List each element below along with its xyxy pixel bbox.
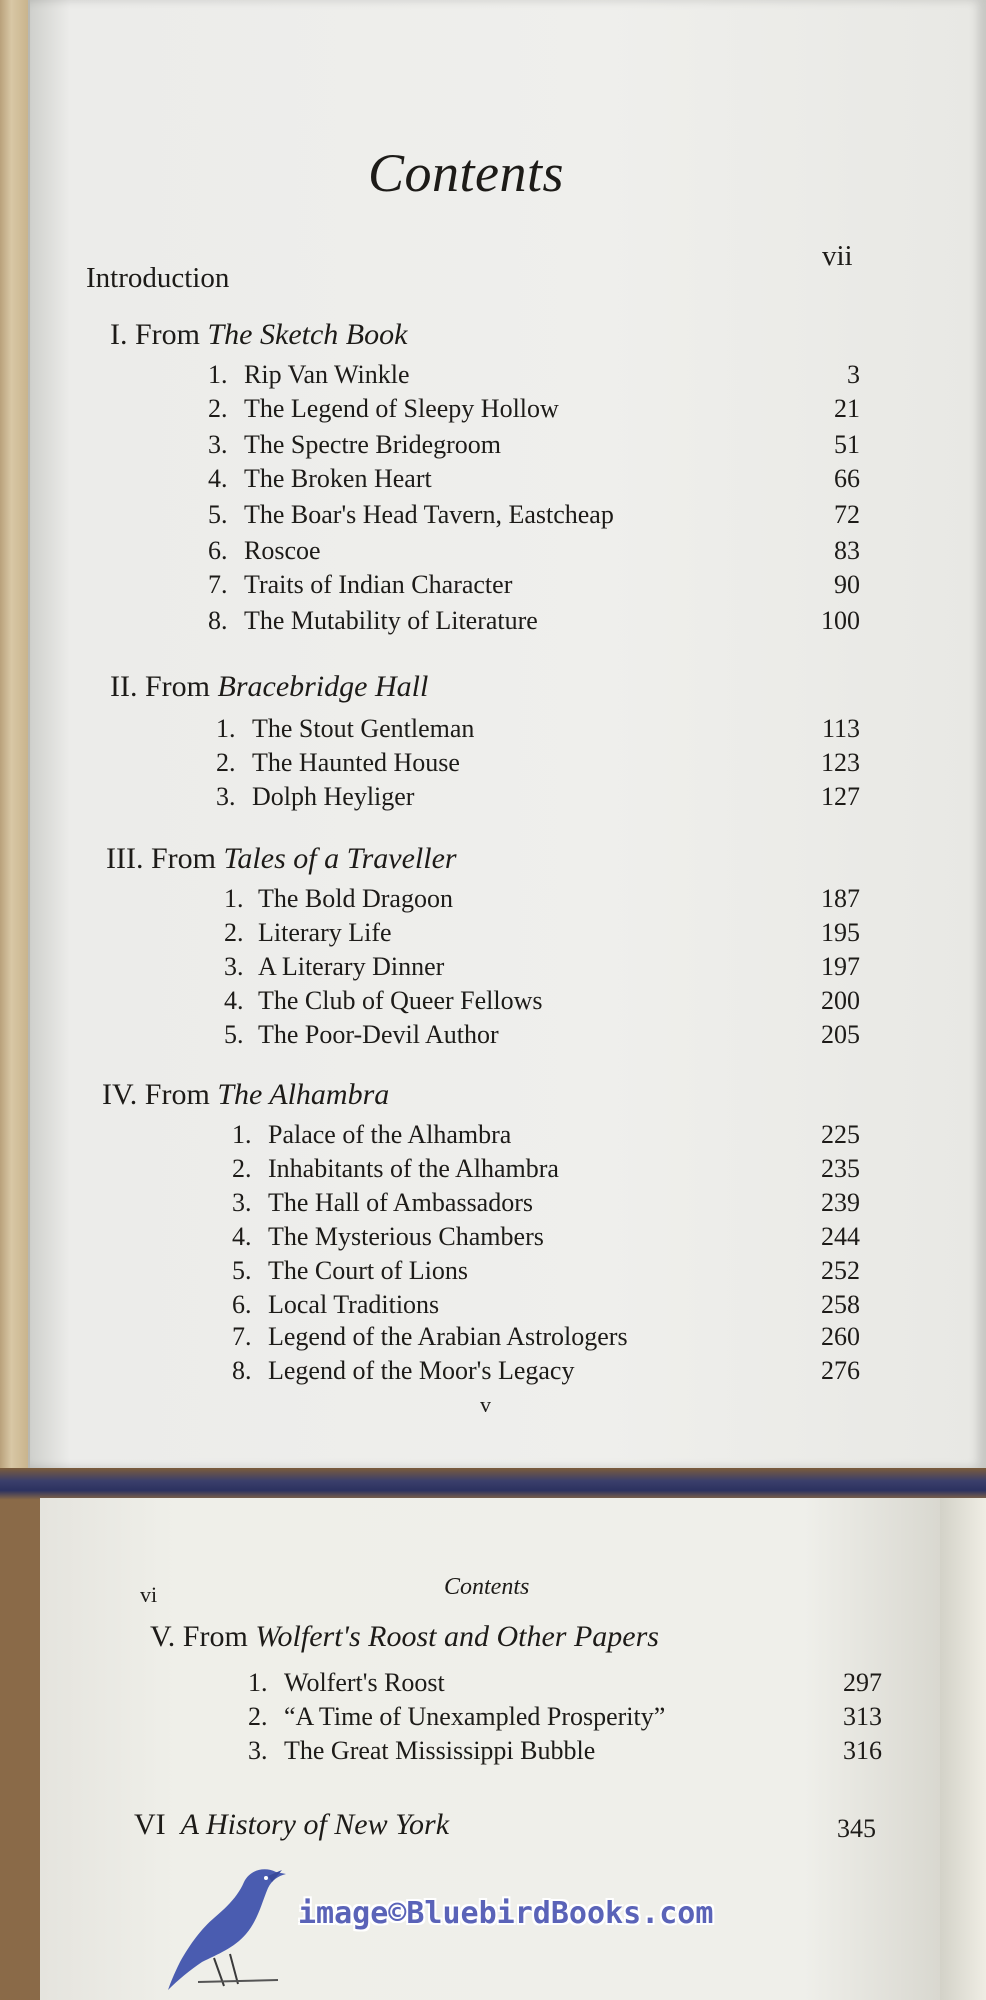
toc-item-page: 276 [821,1356,860,1385]
toc-item-number: 2. [232,1154,252,1183]
toc-item-number: 4. [208,464,228,493]
toc-page-number: 345 [837,1814,876,1843]
toc-item-title: The Boar's Head Tavern, Eastcheap [244,500,614,529]
toc-item-page: 316 [843,1736,882,1765]
toc-item-title: Legend of the Moor's Legacy [268,1356,575,1385]
toc-item-title: Wolfert's Roost [284,1668,445,1697]
toc-item-number: 1. [224,884,244,913]
toc-section-heading: IV. From The Alhambra [102,1078,390,1111]
toc-item-title: Traits of Indian Character [244,570,513,599]
toc-item-page: 195 [821,918,860,947]
book-cover-edge [0,1468,986,1500]
toc-item-page: 252 [821,1256,860,1285]
toc-item-number: 1. [216,714,236,743]
toc-item-page: 239 [821,1188,860,1217]
toc-section-heading: II. From Bracebridge Hall [110,670,429,703]
toc-item-number: 5. [224,1020,244,1049]
toc-item-title: “A Time of Unexampled Prosperity” [284,1702,666,1731]
toc-section-heading: VI A History of New York [134,1808,450,1841]
toc-item-number: 7. [208,570,228,599]
toc-item-number: 3. [248,1736,268,1765]
running-head: Contents [444,1574,530,1600]
page-title: Contents [368,143,565,203]
toc-item-title: Roscoe [244,536,321,565]
toc-item-page: 123 [821,748,860,777]
toc-item-number: 1. [208,360,228,389]
toc-item-title: Rip Van Winkle [244,360,410,389]
toc-item-number: 6. [232,1290,252,1319]
toc-item-number: 4. [224,986,244,1015]
page-edge [940,1498,986,2000]
toc-item-page: 3 [847,360,860,389]
toc-item-number: 3. [232,1188,252,1217]
toc-item-title: Inhabitants of the Alhambra [268,1154,559,1183]
toc-item-title: The Mysterious Chambers [268,1222,544,1251]
toc-item-title: Legend of the Arabian Astrologers [268,1322,628,1351]
toc-item-title: The Broken Heart [244,464,432,493]
toc-item-title: The Hall of Ambassadors [268,1188,534,1217]
toc-section-heading: III. From Tales of a Traveller [106,842,457,875]
toc-item-number: 2. [208,394,228,423]
toc-item-page: 21 [834,394,860,423]
toc-item-title: The Poor-Devil Author [258,1020,499,1049]
toc-item-number: 5. [232,1256,252,1285]
toc-item-number: 1. [232,1120,252,1149]
toc-introduction-page: vii [822,240,853,272]
toc-item-page: 297 [843,1668,882,1697]
bluebird-logo-icon [168,1862,288,1992]
toc-item-page: 260 [821,1322,860,1351]
toc-item-page: 51 [834,430,860,459]
toc-item-title: Dolph Heyliger [252,782,415,811]
toc-item-number: 7. [232,1322,252,1351]
page-folio: vi [140,1582,158,1607]
toc-item-number: 8. [232,1356,252,1385]
toc-item-page: 187 [821,884,860,913]
toc-item-page: 200 [821,986,860,1015]
toc-section-heading: I. From The Sketch Book [110,318,408,351]
toc-item-title: The Haunted House [252,748,460,777]
toc-item-title: A Literary Dinner [258,952,445,981]
page-folio: v [480,1392,491,1417]
toc-section-heading: V. From Wolfert's Roost and Other Papers [150,1620,659,1653]
toc-item-number: 1. [248,1668,268,1697]
toc-item-title: The Stout Gentleman [252,714,475,743]
toc-item-page: 205 [821,1020,860,1049]
toc-item-page: 90 [834,570,860,599]
toc-item-page: 197 [821,952,860,981]
watermark-text: image©BluebirdBooks.com [298,1896,714,1931]
book-spine-edge [0,0,28,1468]
toc-item-page: 225 [821,1120,860,1149]
toc-item-number: 2. [224,918,244,947]
toc-item-number: 3. [224,952,244,981]
toc-item-number: 4. [232,1222,252,1251]
toc-item-page: 235 [821,1154,860,1183]
toc-item-title: The Great Mississippi Bubble [284,1736,596,1765]
toc-item-number: 3. [216,782,236,811]
toc-item-number: 2. [216,748,236,777]
toc-item-page: 113 [821,714,860,743]
toc-item-title: The Legend of Sleepy Hollow [244,394,559,423]
toc-item-title: The Club of Queer Fellows [258,986,543,1015]
toc-item-title: Palace of the Alhambra [268,1120,512,1149]
toc-item-title: Literary Life [258,918,392,947]
toc-item-page: 244 [821,1222,860,1251]
toc-item-number: 5. [208,500,228,529]
toc-item-page: 258 [821,1290,860,1319]
toc-item-page: 72 [834,500,860,529]
toc-introduction-label: Introduction [86,262,230,294]
toc-item-number: 8. [208,606,228,635]
toc-item-page: 100 [821,606,860,635]
toc-item-title: The Court of Lions [268,1256,469,1285]
toc-item-number: 2. [248,1702,268,1731]
toc-item-page: 83 [834,536,860,565]
toc-item-page: 127 [821,782,860,811]
toc-item-page: 313 [843,1702,882,1731]
toc-item-number: 6. [208,536,228,565]
toc-item-title: The Spectre Bridegroom [244,430,502,459]
toc-item-page: 66 [834,464,860,493]
toc-item-title: The Bold Dragoon [258,884,453,913]
toc-item-title: Local Traditions [268,1290,440,1319]
toc-item-title: The Mutability of Literature [244,606,538,635]
toc-item-number: 3. [208,430,228,459]
